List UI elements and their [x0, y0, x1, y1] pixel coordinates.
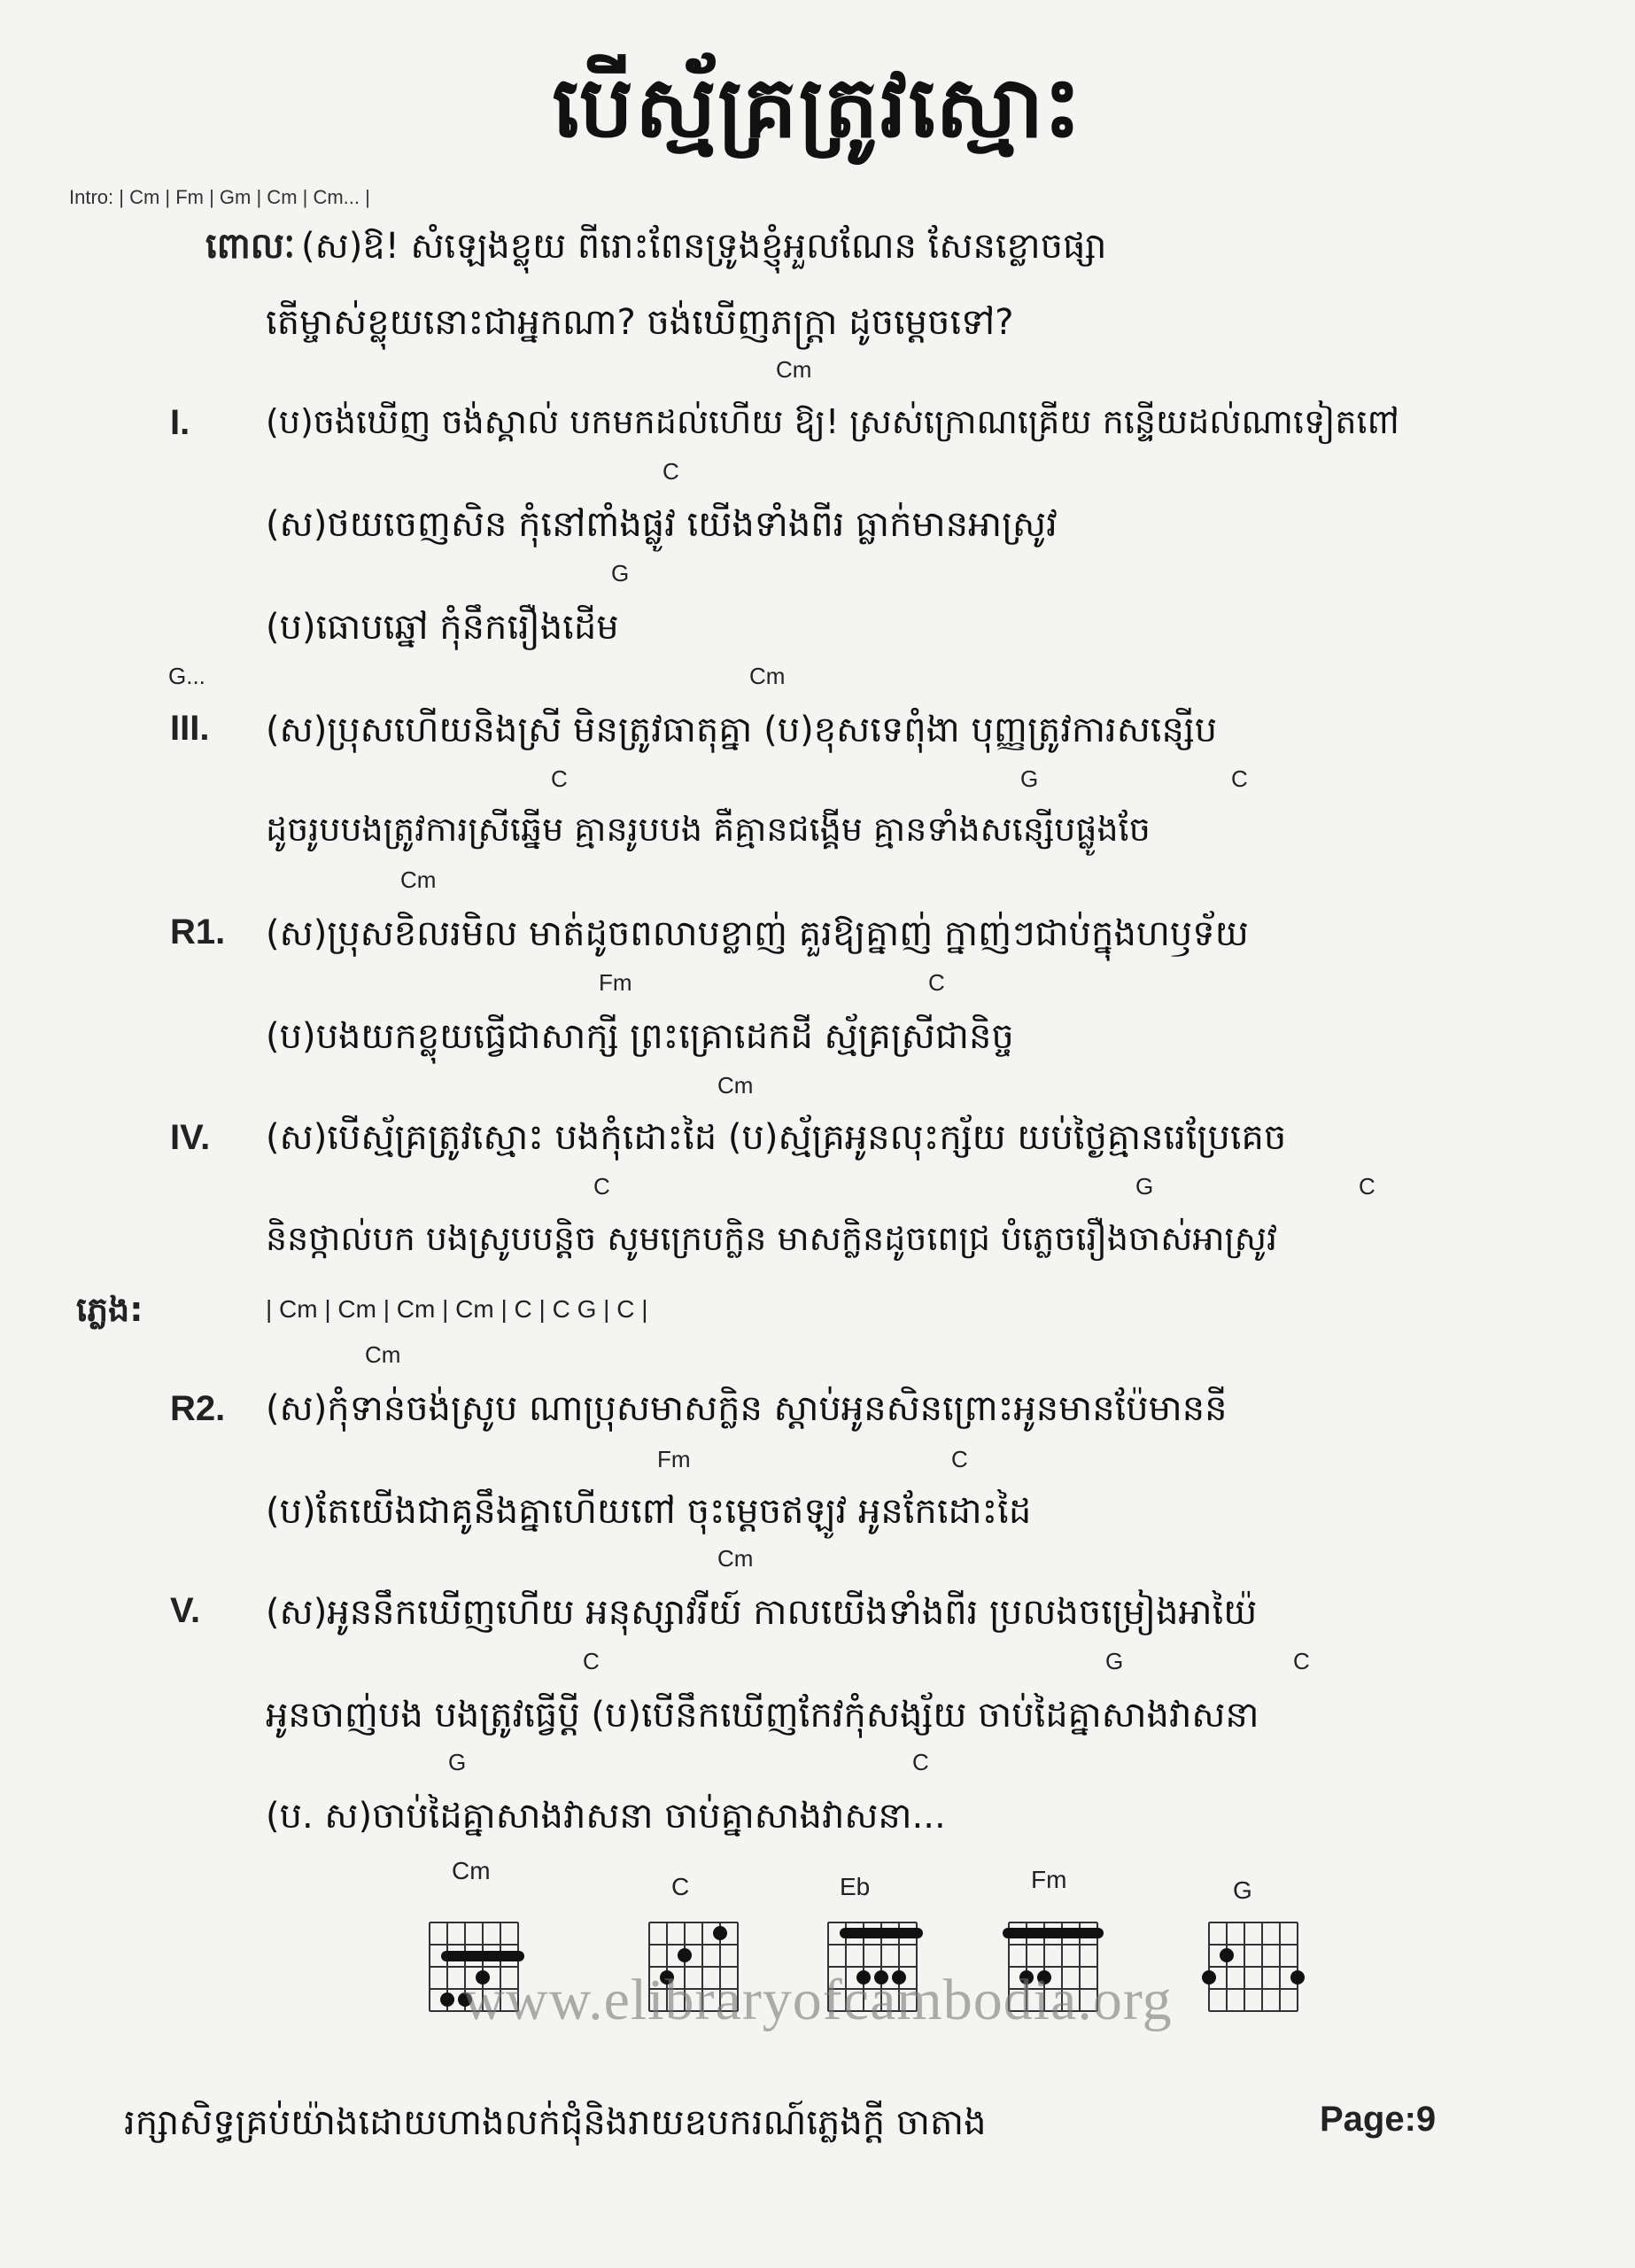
verse-label-3: III. — [170, 709, 210, 748]
verse-5-line-1: (ស)អូននឹកឃើញហើយ អនុស្សាវរីយ៍ កាលយើងទាំងពីរ ប្រលងចម្រៀងអាយ៉ៃ — [266, 1592, 1258, 1633]
chord: C — [583, 1648, 600, 1674]
refrain-2-line-2: (ប)តែយើងជាគូនឹងគ្នាហើយពៅ ចុះម្ដេចឥឡូវ អូនកែដោះដៃ — [266, 1491, 1032, 1532]
chord: Cm — [717, 1072, 754, 1099]
verse-5-line-2: អូនចាញ់បង បងត្រូវធ្វើប្ដី (ប)បើនឹកឃើញកែវកុំសង្ស័យ ចាប់ដៃគ្នាសាងវាសនា — [266, 1695, 1259, 1736]
song-title: បើស្ម័គ្រត្រូវស្មោះ — [552, 58, 1083, 157]
chord-diagram-name: Fm — [1031, 1866, 1067, 1893]
verse-1-line-2: (ស)ថយចេញសិន កុំនៅពាំងផ្លូវ យើងទាំងពីរ ធ្លាក់មានអាស្រូវ — [266, 504, 1058, 545]
verse-5-line-3: (ប. ស)ចាប់ដៃគ្នាសាងវាសនា ចាប់គ្នាសាងវាសនា... — [266, 1796, 946, 1837]
verse-1-line-3: (ប)ធោបឆ្នៅ កុំនឹករឿងដើម — [266, 607, 619, 648]
chord: C — [551, 765, 568, 792]
chord: G — [1020, 765, 1039, 792]
chorus-line-1: (ស)ឱ! សំឡេងខ្លុយ ពីរោះពែនទ្រូងខ្ញុំអួលណែន សែនខ្លោចផ្សា — [301, 226, 1107, 267]
chord: C — [1231, 765, 1248, 792]
chord: Cm — [749, 663, 786, 689]
chord: G... — [168, 663, 205, 689]
verse-4-line-2: និនថ្កាល់បក បងស្រូបបន្តិច សូមក្រេបក្លិន មាសក្លិនដូចពេជ្រ បំភ្លេចរឿងចាស់អាស្រូវ — [266, 1219, 1278, 1258]
chord: Fm — [657, 1446, 691, 1472]
chord: Cm — [776, 356, 812, 383]
refrain-2-line-1: (ស)កុំទាន់ចង់ស្រូប ណាប្រុសមាសក្លិន ស្ដាប់អូនសិនព្រោះអូនមានប៉ែមាននី — [266, 1388, 1228, 1429]
chord: C — [951, 1446, 968, 1472]
verse-label-1: I. — [170, 403, 190, 442]
chord: C — [1359, 1173, 1375, 1200]
chord: C — [1293, 1648, 1310, 1674]
chord: G — [1105, 1648, 1124, 1674]
interlude-label: ភ្លេង: — [76, 1290, 143, 1329]
chord-diagram-name: Cm — [452, 1857, 491, 1884]
footer-copyright: រក្សាសិទ្ធគ្រប់យ៉ាងដោយហាងលក់ជុំនិងរាយឧបករណ៍ភ្លេងក្ដី ចាតាង — [124, 2102, 987, 2143]
chorus-line-2: តើម្ចាស់ខ្លុយនោះជាអ្នកណា? ចង់ឃើញភក្ត្រា ដូចម្ដេចទៅ? — [266, 302, 1014, 343]
chord: Cm — [365, 1341, 401, 1368]
verse-3-line-1: (ស)ប្រុសហើយនិងស្រី មិនត្រូវធាតុគ្នា (ប)ខុសទេពុំងា បុញ្ញត្រូវការសន្សើប — [266, 710, 1218, 750]
page-number: Page:9 — [1320, 2100, 1437, 2139]
refrain-label-1: R1. — [170, 913, 226, 951]
chord: C — [663, 458, 679, 485]
chord: G — [448, 1749, 467, 1775]
chord-diagram-name: C — [671, 1873, 690, 1900]
refrain-label-2: R2. — [170, 1389, 226, 1428]
chorus-label: ពោលៈ — [205, 226, 296, 267]
chord-diagram-name: Eb — [840, 1873, 871, 1900]
chord: C — [912, 1749, 929, 1775]
chord: G — [611, 560, 630, 586]
chord-diagram-name: G — [1233, 1876, 1252, 1904]
chord: Cm — [717, 1545, 754, 1572]
refrain-1-line-1: (ស)ប្រុសខិលរមិល មាត់ដូចពលាបខ្លាញ់ គួរឱ្យគ្នាញ់ ក្នាញ់ៗជាប់ក្នុងហឫទ័យ — [266, 913, 1249, 954]
verse-label-5: V. — [170, 1591, 201, 1630]
chord: Fm — [599, 969, 632, 996]
verse-3-line-2: ដូចរូបបងត្រូវការស្រីឆ្នើម គ្មានរូបបង គឺគ្មានជង្គើម គ្មានទាំងសន្សើបផ្លូងចែ — [266, 810, 1151, 849]
intro-chords: Intro: | Cm | Fm | Gm | Cm | Cm... | — [69, 186, 370, 208]
chord: C — [593, 1173, 610, 1200]
verse-label-4: IV. — [170, 1118, 211, 1157]
chord: Cm — [400, 866, 437, 893]
verse-4-line-1: (ស)បើស្ម័គ្រត្រូវស្មោះ បងកុំដោះដៃ (ប)ស្ម័គ្រអូនលុះក្ស័យ យប់ថ្ងៃគ្មានរេប្រែគេច — [266, 1117, 1287, 1158]
chord: G — [1135, 1173, 1154, 1200]
chord: C — [928, 969, 945, 996]
interlude-chords: | Cm | Cm | Cm | Cm | C | C G | C | — [266, 1295, 648, 1323]
watermark: www.elibraryofcambodia.org — [462, 1968, 1173, 2032]
verse-1-line-1: (ប)ចង់ឃើញ ចង់ស្គាល់ បកមកដល់ហើយ ឱ្យ! ស្រស់ក្រោណគ្រើយ កន្ទើយដល់ណាទៀតពៅ — [266, 402, 1399, 441]
refrain-1-line-2: (ប)បងយកខ្លុយធ្វើជាសាក្សី ព្រះគ្រោដេកដី ស្ម័គ្រស្រីជានិច្ច — [266, 1016, 1014, 1057]
